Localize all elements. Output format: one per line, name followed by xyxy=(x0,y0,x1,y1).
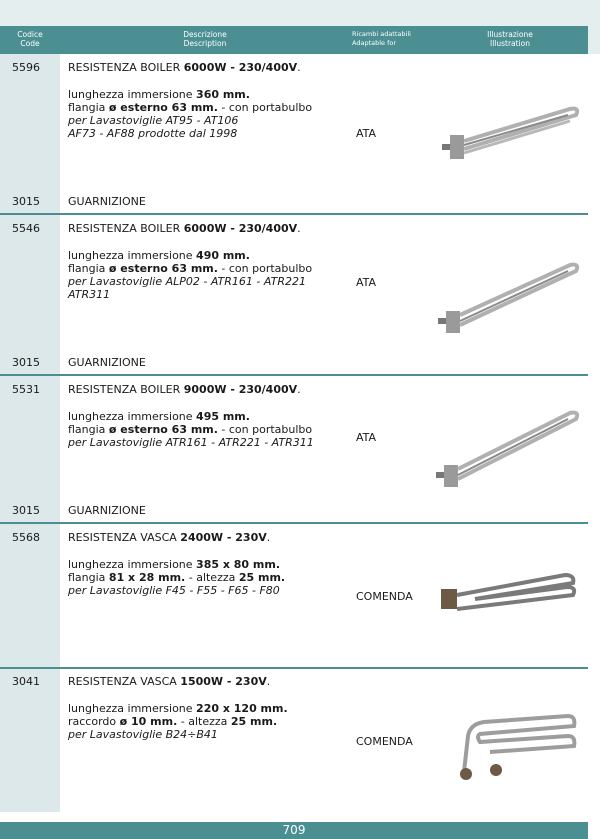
table-header xyxy=(0,26,588,54)
row-divider xyxy=(0,667,588,669)
adaptable-brand: COMENDA xyxy=(356,735,413,748)
product-details: lunghezza immersione 385 x 80 mm. flangia 81 x 28 mm. - altezza 25 mm. per Lavastoviglie F45 - F55 - F65 - F80 xyxy=(68,558,286,597)
adaptable-brand: ATA xyxy=(356,431,377,444)
top-band xyxy=(0,0,600,26)
gasket-code: 3015 xyxy=(12,504,40,517)
product-title: RESISTENZA BOILER 9000W - 230/400V. xyxy=(68,383,301,396)
gasket-code: 3015 xyxy=(12,356,40,369)
code-column-background xyxy=(0,54,60,812)
page-number: 709 xyxy=(282,823,306,837)
header-description: Descrizione Description xyxy=(183,30,227,48)
product-details: lunghezza immersione 360 mm. flangia ø esterno 63 mm. - con portabulbo per Lavastoviglie AT95 - AT106 AF73 - AF88 prodotte dal 1998 xyxy=(68,88,313,140)
gasket-label: GUARNIZIONE xyxy=(68,356,146,369)
boiler-heater-image xyxy=(430,95,580,170)
tank-heater-image xyxy=(435,565,580,625)
boiler-heater-image xyxy=(430,255,580,335)
page-footer xyxy=(0,822,588,839)
row-divider xyxy=(0,522,588,524)
product-details: lunghezza immersione 490 mm. flangia ø esterno 63 mm. - con portabulbo per Lavastoviglie ALP02 - ATR161 - ATR221 ATR311 xyxy=(68,249,313,301)
boiler-heater-image xyxy=(430,405,580,490)
product-code: 5568 xyxy=(12,531,40,544)
adaptable-brand: COMENDA xyxy=(356,590,413,603)
product-code: 5531 xyxy=(12,383,40,396)
product-code: 5546 xyxy=(12,222,40,235)
header-code: Codice Code xyxy=(17,30,43,48)
gasket-label: GUARNIZIONE xyxy=(68,195,146,208)
header-adaptable: Ricambi adattabili Adaptable for xyxy=(352,30,411,47)
product-code: 3041 xyxy=(12,675,40,688)
tank-heater-image xyxy=(440,700,580,790)
adaptable-brand: ATA xyxy=(356,127,377,140)
adaptable-brand: ATA xyxy=(356,276,377,289)
product-title: RESISTENZA BOILER 6000W - 230/400V. xyxy=(68,222,301,235)
gasket-code: 3015 xyxy=(12,195,40,208)
row-divider xyxy=(0,213,588,215)
product-details: lunghezza immersione 220 x 120 mm. raccordo ø 10 mm. - altezza 25 mm. per Lavastoviglie B24÷B41 xyxy=(68,702,288,741)
product-title: RESISTENZA BOILER 6000W - 230/400V. xyxy=(68,61,301,74)
gasket-label: GUARNIZIONE xyxy=(68,504,146,517)
product-code: 5596 xyxy=(12,61,40,74)
product-title: RESISTENZA VASCA 1500W - 230V. xyxy=(68,675,271,688)
product-title: RESISTENZA VASCA 2400W - 230V. xyxy=(68,531,271,544)
header-illustration: Illustrazione Illustration xyxy=(487,30,533,48)
product-details: lunghezza immersione 495 mm. flangia ø esterno 63 mm. - con portabulbo per Lavastoviglie ATR161 - ATR221 - ATR311 xyxy=(68,410,314,449)
row-divider xyxy=(0,374,588,376)
